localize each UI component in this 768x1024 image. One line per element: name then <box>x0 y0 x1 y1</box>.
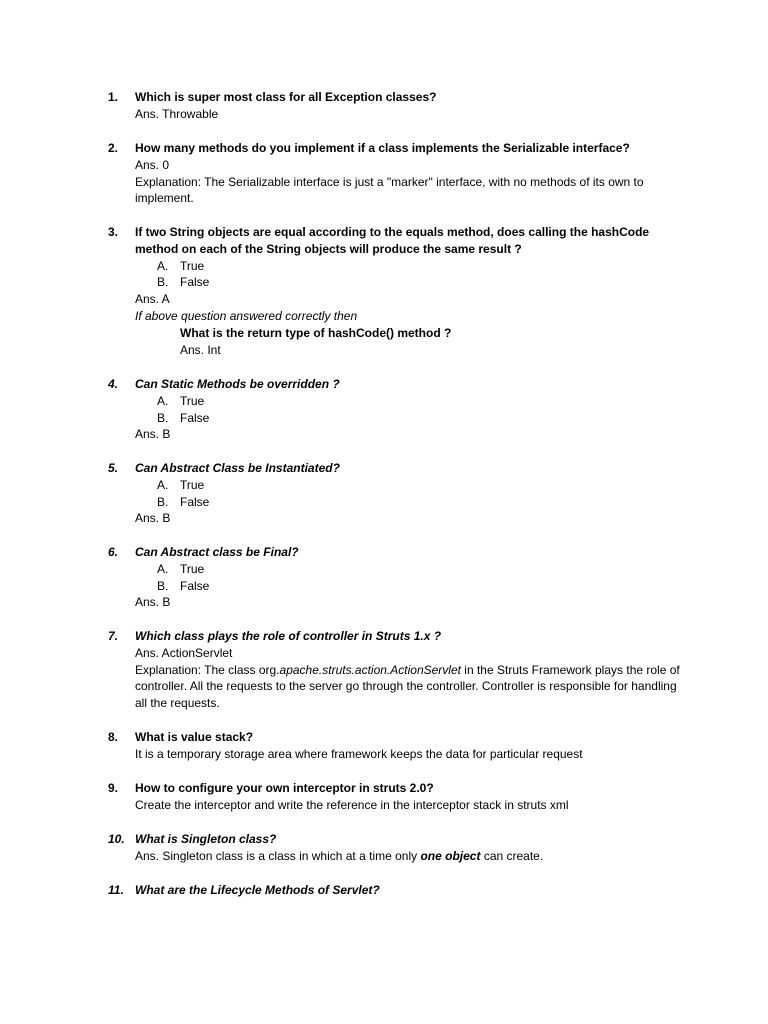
explanation-text: Explanation: The class org.apache.struts.action.ActionServlet in the Struts Framework plays the role of controller. All the requests to the server go through the controller. Controller is responsible for handling all the requests. <box>135 662 680 711</box>
option-a: A. True <box>157 477 205 492</box>
option-b: B. False <box>157 578 210 593</box>
question-text: What is Singleton class? <box>135 832 277 846</box>
answer-text: Ans. B <box>135 595 171 610</box>
question-number: 1. <box>108 90 119 104</box>
answer-text: Ans. Singleton class is a class in which at a time only one object can create. <box>135 848 544 863</box>
option-b: B. False <box>157 410 210 425</box>
question-number: 8. <box>108 730 119 744</box>
question-block-6 <box>108 544 688 611</box>
question-text: How to configure your own interceptor in struts 2.0? <box>135 781 434 795</box>
answer-text: Ans. B <box>135 511 171 526</box>
question-number: 9. <box>108 781 119 795</box>
followup-answer: Ans. Int <box>180 342 221 357</box>
question-text: Can Abstract Class be Instantiated? <box>135 461 340 475</box>
question-block-3 <box>108 224 688 358</box>
option-a: A. True <box>157 561 205 576</box>
answer-text: Ans. ActionServlet <box>135 645 233 660</box>
question-number: 6. <box>108 545 119 559</box>
question-block-4 <box>108 376 688 443</box>
question-number: 7. <box>108 629 119 643</box>
question-block-5 <box>108 460 688 527</box>
question-block-8 <box>108 729 688 763</box>
question-block-10 <box>108 831 688 865</box>
question-text: Can Abstract class be Final? <box>135 545 299 559</box>
question-text: Which class plays the role of controller in Struts 1.x ? <box>135 629 442 643</box>
question-text: Which is super most class for all Exception classes? <box>135 90 437 104</box>
question-number: 3. <box>108 225 119 239</box>
followup-intro: If above question answered correctly then <box>135 308 358 323</box>
question-block-1 <box>108 89 688 123</box>
answer-text: Ans. 0 <box>135 157 170 172</box>
option-b: B. False <box>157 275 210 290</box>
question-text: If two String objects are equal according to the equals method, does calling the hashCode method on each of the String objects will produce the same result ? <box>135 225 650 256</box>
question-text: How many methods do you implement if a class implements the Serializable interface? <box>135 141 630 155</box>
answer-text: Create the interceptor and write the reference in the interceptor stack in struts xml <box>135 797 569 812</box>
question-block-9 <box>108 780 688 814</box>
question-block-11 <box>108 882 688 899</box>
question-block-2 <box>108 140 688 207</box>
option-b: B. False <box>157 494 210 509</box>
answer-text: It is a temporary storage area where framework keeps the data for particular request <box>135 746 583 761</box>
question-text: Can Static Methods be overridden ? <box>135 377 340 391</box>
question-number: 11. <box>108 883 124 897</box>
option-a: A. True <box>157 258 205 273</box>
question-number: 4. <box>108 377 119 391</box>
question-number: 5. <box>108 461 119 475</box>
question-number: 2. <box>108 141 119 155</box>
answer-text: Ans. B <box>135 427 171 442</box>
answer-text: Ans. Throwable <box>135 106 219 121</box>
question-text: What are the Lifecycle Methods of Servlet? <box>135 883 380 897</box>
answer-text: Ans. A <box>135 292 170 307</box>
explanation-text: Explanation: The Serializable interface is just a "marker" interface, with no methods of its own to implement. <box>135 174 644 206</box>
question-number: 10. <box>108 832 125 846</box>
followup-question: What is the return type of hashCode() method ? <box>180 325 452 340</box>
question-text: What is value stack? <box>135 730 254 744</box>
option-a: A. True <box>157 393 205 408</box>
question-block-7 <box>108 628 688 712</box>
